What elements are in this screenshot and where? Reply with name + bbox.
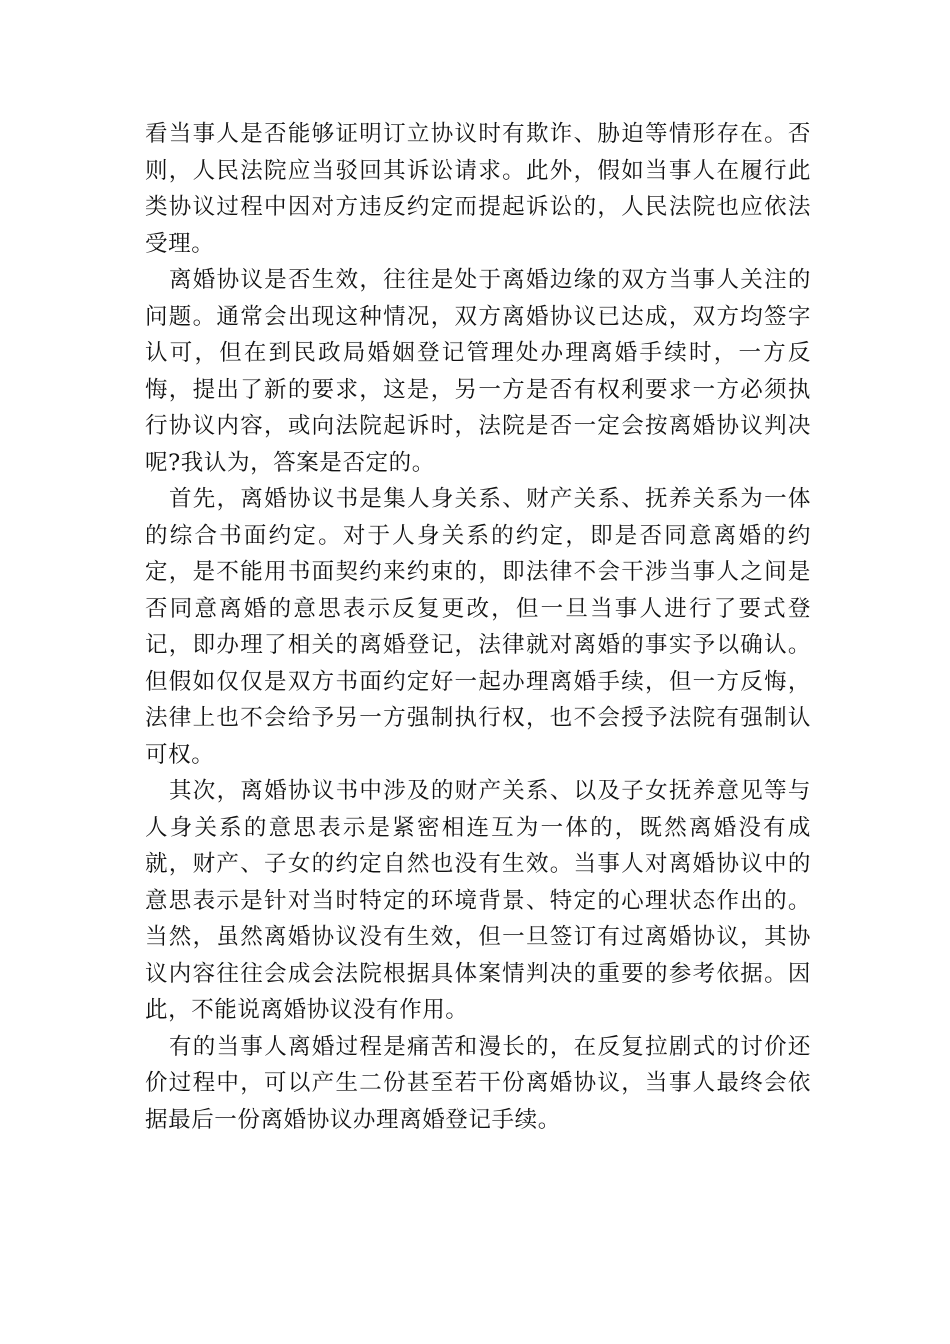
document-body: [145, 116, 811, 1138]
paragraph-agreement-validity: 离婚协议是否生效，往往是处于离婚边缘的双方当事人关注的问题。通常会出现这种情况，双方离婚协议已达成，双方均签字认可，但在到民政局婚姻登记管理处办理离婚手续时，一方反悔，提出了新的要求，这是，另一方是否有权利要求一方必须执行协议内容，或向法院起诉时，法院是否一定会按离婚协议判决呢?我认为，答案是否定的。: [145, 267, 811, 476]
paragraph-multiple-agreements: 有的当事人离婚过程是痛苦和漫长的，在反复拉剧式的讨价还价过程中，可以产生二份甚至若干份离婚协议，当事人最终会依据最后一份离婚协议办理离婚登记手续。: [145, 1033, 811, 1133]
paragraph-continuation: 看当事人是否能够证明订立协议时有欺诈、胁迫等情形存在。否则，人民法院应当驳回其诉讼请求。此外，假如当事人在履行此类协议过程中因对方违反约定而提起诉讼的，人民法院也应依法受理。: [145, 121, 811, 257]
paragraph-second-point: 其次，离婚协议书中涉及的财产关系、以及子女抚养意见等与人身关系的意思表示是紧密相连互为一体的，既然离婚没有成就，财产、子女的约定自然也没有生效。当事人对离婚协议中的意思表示是针对当时特定的环境背景、特定的心理状态作出的。当然，虽然离婚协议没有生效，但一旦签订有过离婚协议，其协议内容往往会成会法院根据具体案情判决的重要的参考依据。因此，不能说离婚协议没有作用。: [145, 778, 811, 1023]
paragraph-first-point: 首先，离婚协议书是集人身关系、财产关系、抚养关系为一体的综合书面约定。对于人身关系的约定，即是否同意离婚的约定，是不能用书面契约来约束的，即法律不会干涉当事人之间是否同意离婚的意思表示反复更改，但一旦当事人进行了要式登记，即办理了相关的离婚登记，法律就对离婚的事实予以确认。但假如仅仅是双方书面约定好一起办理离婚手续，但一方反悔，法律上也不会给予另一方强制执行权，也不会授予法院有强制认可权。: [145, 486, 811, 768]
